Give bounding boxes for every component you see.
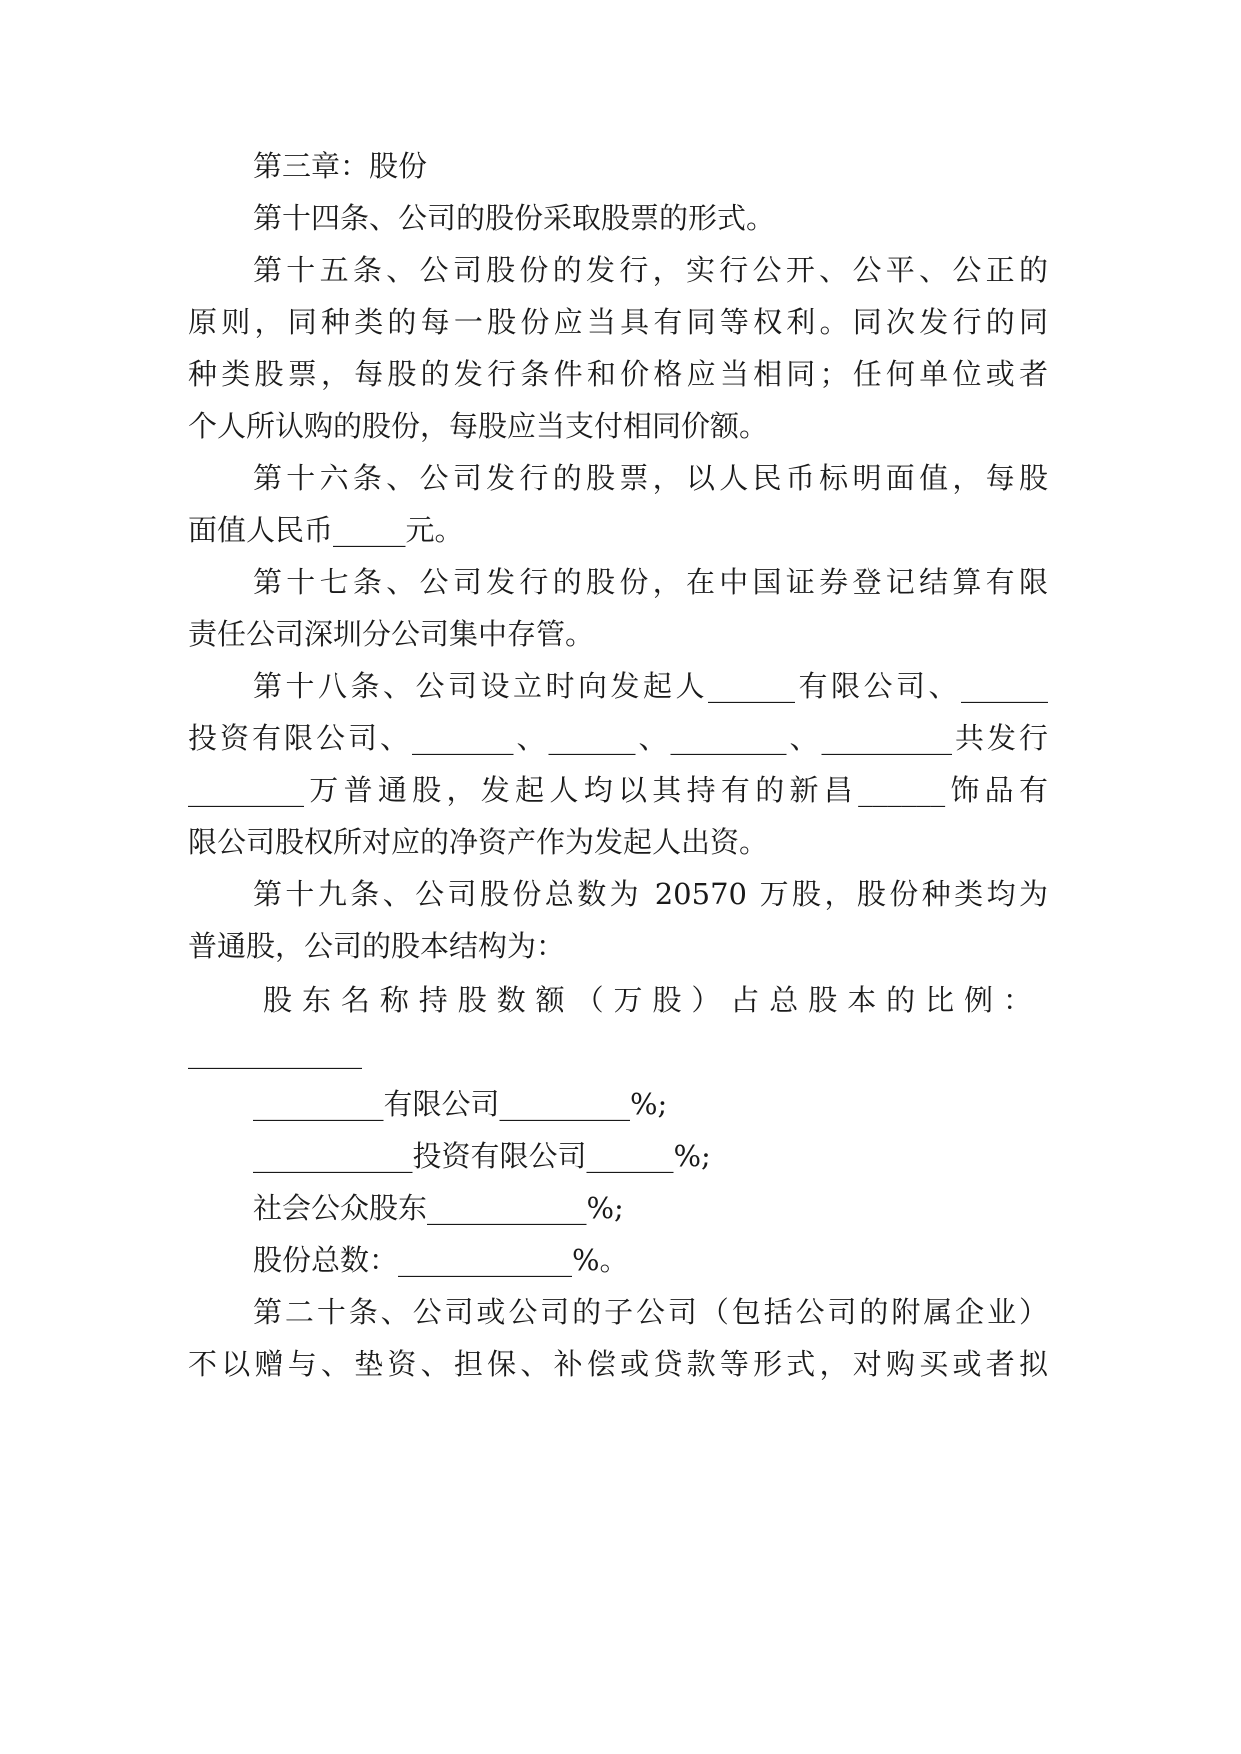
article-14: 第十四条、公司的股份采取股票的形式。 [253,201,776,235]
article-19-line-1: 第十九条、公司股份总数为 20570 万股，股份种类均为 [253,877,1048,911]
holder-row-2: ___________投资有限公司______%; [253,1139,711,1173]
article-20-line-1: 第二十条、公司或公司的子公司（包括公司的附属企业） [253,1295,1048,1329]
article-15-line-4: 个人所认购的股份，每股应当支付相同价额。 [188,409,769,443]
article-18-line-1: 第十八条、公司设立时向发起人______有限公司、______ [253,669,1048,703]
holder-row-total: 股份总数：____________%。 [253,1243,629,1277]
article-15-line-2: 原则，同种类的每一股份应当具有同等权利。同次发行的同 [188,305,1048,339]
chapter-heading: 第三章：股份 [253,149,428,183]
article-15-line-3: 种类股票，每股的发行条件和价格应当相同；任何单位或者 [188,357,1048,391]
article-16-line-1: 第十六条、公司发行的股票，以人民币标明面值，每股 [253,461,1048,495]
holder-row-public: 社会公众股东___________%; [253,1191,624,1225]
article-16-line-2: 面值人民币_____元。 [188,513,464,547]
shareholder-table-header: 股东名称持股数额（万股）占总股本的比例： [263,983,1038,1017]
article-17-line-2: 责任公司深圳分公司集中存管。 [188,617,595,651]
article-18-line-4: 限公司股权所对应的净资产作为发起人出资。 [188,825,769,859]
blank-rule: ____________ [188,1035,362,1069]
article-15-line-1: 第十五条、公司股份的发行，实行公开、公平、公正的 [253,253,1048,287]
article-18-line-3: ________万普通股，发起人均以其持有的新昌______饰品有 [188,773,1048,807]
article-20-line-2: 不以赠与、垫资、担保、补偿或贷款等形式，对购买或者拟 [188,1347,1048,1381]
holder-row-1: _________有限公司_________%; [253,1087,668,1121]
article-17-line-1: 第十七条、公司发行的股份，在中国证券登记结算有限 [253,565,1048,599]
article-18-line-2: 投资有限公司、_______、______、________、_________共发行 [188,721,1048,755]
article-19-line-2: 普通股，公司的股本结构为： [188,929,566,963]
